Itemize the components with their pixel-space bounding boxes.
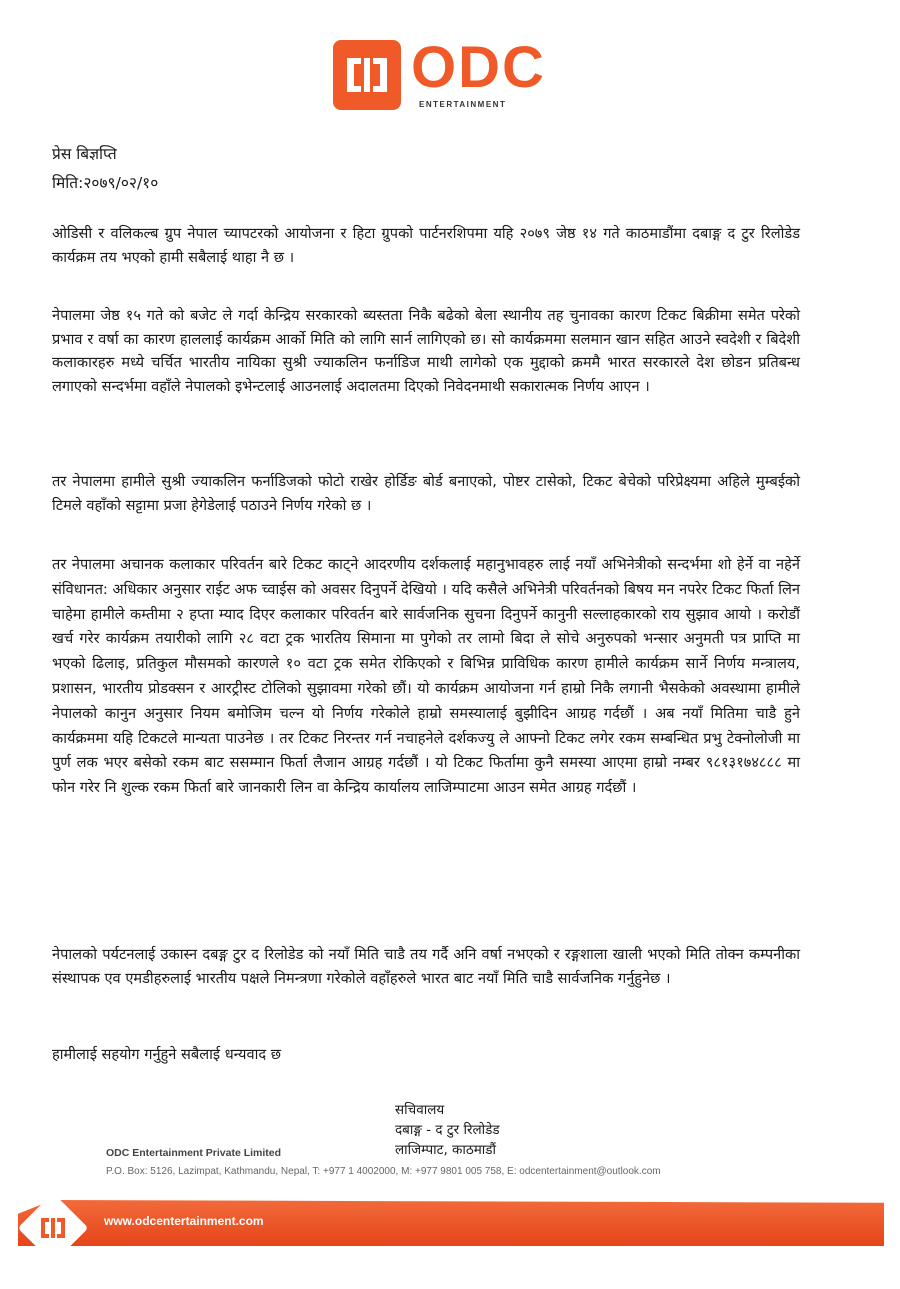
press-release-title: प्रेस बिज्ञप्ति <box>52 145 117 163</box>
paragraph-1: ओडिसी र वलिकल्ब ग्रुप नेपाल च्यापटरको आयोजना र हिटा ग्रुपको पार्टनरशिपमा यहि २०७९ जेष्ठ १४ गते काठमाडौंमा दबाङ्ग द टुर रिलोडेड कार्यक्रम तय भएको हामी सबैलाई थाहा नै छ । <box>52 225 800 266</box>
logo-wordmark: ODC <box>411 35 546 100</box>
paragraph-4: तर नेपालमा अचानक कलाकार परिवर्तन बारे टिकट काट्ने आदरणीय दर्शकलाई महानुभावहरु लाई नयाँ अभिनेत्रीको सन्दर्भमा शो हेर्ने वा नहेर्ने संविधानत: अधिकार अनुसार राईट अफ च्वाईस को अवसर दिनुपर्ने देखियो । यदि कसैले अभिनेत्री परिवर्तनको बिषय मन नपरेर टिकट फिर्ता लिन चाहेमा हामीले कम्तीमा २ हप्ता म्याद दिएर कलाकार परिवर्तन बारे सार्वजनिक सुचना दिनुपर्ने कानुनी सल्लाहकारको राय सुझाव आयो । करोडौं खर्च गरेर कार्यक्रम तयारीको लागि २८ वटा ट्रक भारतिय सिमाना मा पुगेको तर लामो बिदा ले सोचे अनुरुपको भन्सार अनुमती पत्र प्राप्ति मा भएको ढिलाइ, प्रतिकुल मौसमको कारणले १० वटा ट्रक समेत रोकिएको र बिभिन्न प्राविधिक कारण हामीले कार्यक्रम सार्ने निर्णय मन्त्रालय, प्रशासन, भारतीय प्रोडक्सन र आरट्रीस्ट टोलिको सुझावमा गरेको छौं। यो कार्यक्रम आयोजना गर्न हाम्रो निकै लगानी भैसकेको अवस्थामा हामीले नेपालको कानुन अनुसार नियम बमोजिम चल्न यो निर्णय गरेकोले हाम्रो समस्यालाई बुझीदिन आग्रह गर्दछौं । अब नयाँ मितिमा चाडै हुने कार्यक्रममा यहि टिकटले मान्यता पाउनेछ । तर टिकट निरन्तर गर्न नचाहनेले दर्शकज्यु ले आफ्नो टिकट लगेर रकम सम्बन्धित प्रभु टेक्नोलोजी मा पुर्ण लक भएर बसेको रकम बाट ससम्मान फिर्ता लैजान आग्रह गर्दछौं । यो टिकट फिर्तामा कुनै समस्या आएमा हाम्रो नम्बर ९८१३१७४८८८ मा फोन गरेर नि शुल्क रकम फिर्ता बारे जानकारी लिन वा केन्द्रिय कार्यालय लाजिम्पाटमा आउन समेत आग्रह गर्दछौं । <box>52 556 800 797</box>
signature-line-3: लाजिम्पाट, काठमाडौं <box>395 1142 497 1158</box>
signature-block <box>395 1100 535 1160</box>
paragraph-3: तर नेपालमा हामीले सुश्री ज्याकलिन फर्नाडिजको फोटो राखेर होर्डिङ बोर्ड बनाएको, पोष्टर टासेको, टिकट बेचेको परिप्रेक्ष्यमा अहिले मुम्बईको टिमले वहाँको सट्टामा प्रजा हेगेडेलाई पठाउने निर्णय गरेको छ । <box>52 473 800 514</box>
press-release-date: मिति:२०७९/०२/१० <box>52 174 159 192</box>
footer-company-address: P.O. Box: 5126, Lazimpat, Kathmandu, Nepal, T: +977 1 4002000, M: +977 9801 005 758, E: odcentertainment@outlook.com <box>106 1166 661 1177</box>
footer-website-link[interactable]: www.odcentertainment.com <box>104 1214 264 1228</box>
footer-company-name: ODC Entertainment Private Limited <box>106 1147 282 1159</box>
odc-logo <box>333 35 546 112</box>
signature-line-1: सचिवालय <box>395 1102 445 1118</box>
odc-logo-icon <box>333 40 401 110</box>
paragraph-5: नेपालको पर्यटनलाई उकास्न दबङ्ग टुर द रिलोडेड को नयाँ मिति चाडै तय गर्दै अनि वर्षा नभएको र रङ्गशाला खाली भएको मिति तोक्न कम्पनीका संस्थापक एव एमडीहरुलाई भारतीय पक्षले निमन्त्रणा गरेकोले वहाँहरुले भारत बाट नयाँ मिति चाडै सार्वजनिक गर्नुहुनेछ । <box>52 946 800 987</box>
paragraph-2: नेपालमा जेष्ठ १५ गते को बजेट ले गर्दा केन्द्रिय सरकारको ब्यस्तता निकै बढेको बेला स्थानीय तह चुनावका कारण टिकट बिक्रीमा समेत परेको प्रभाव र वर्षा का कारण हाललाई कार्यक्रम आर्को मिति को लागि सार्न लागिएको छ। सो कार्यक्रममा सलमान खान सहित आउने स्वदेशी र बिदेशी कलाकारहरु मध्ये चर्चित भारतीय नायिका सुश्री ज्याकलिन फर्नाडिज माथी लागेको एक मुद्दाको क्रममै भारत सरकारले देश छोडन प्रतिबन्ध लगाएको सन्दर्भमा वहाँले नेपालको इभेन्टलाई आउनलाई अदालतमा दिएको निवेदनमाथी सकारात्मक निर्णय आएन । <box>52 307 800 395</box>
closing-thanks: हामीलाई सहयोग गर्नुहुने सबैलाई धन्यवाद छ <box>52 1046 281 1063</box>
signature-line-2: दबाङ्ग - द टुर रिलोडेड <box>395 1122 500 1138</box>
logo-subtitle: ENTERTAINMENT <box>419 100 507 109</box>
